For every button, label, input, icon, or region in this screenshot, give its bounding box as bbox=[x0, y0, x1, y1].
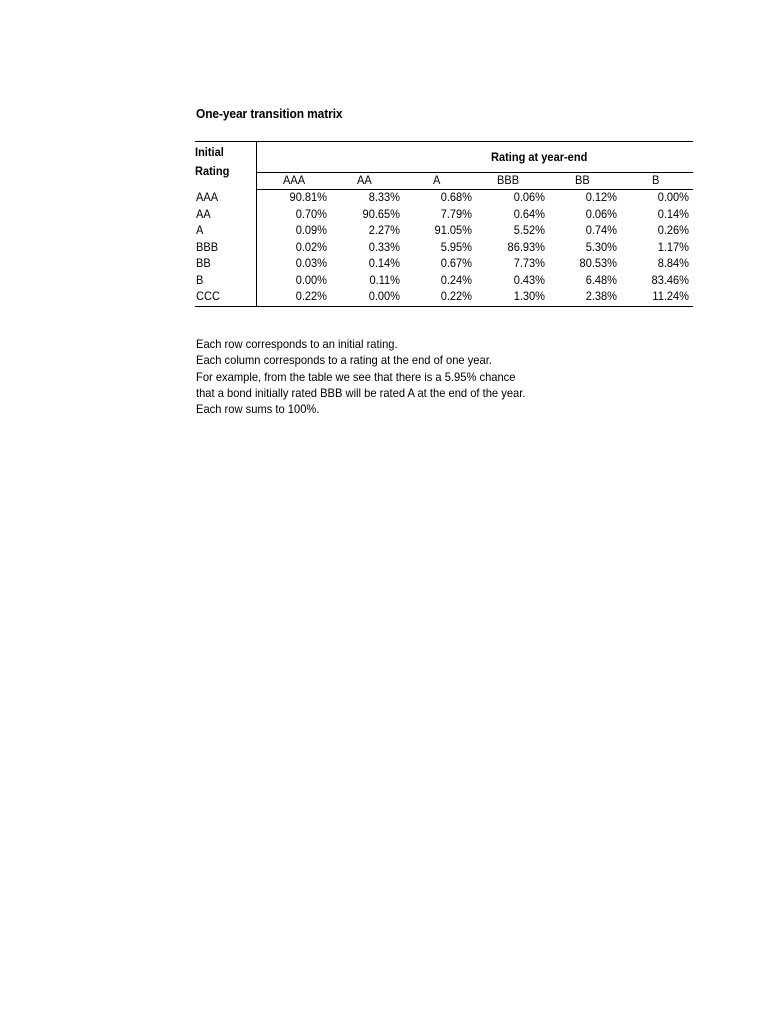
table-row bbox=[195, 256, 693, 272]
matrix-title: One-year transition matrix bbox=[196, 106, 343, 121]
table-cell: 83.46% bbox=[651, 272, 689, 287]
table-cell: 0.64% bbox=[513, 206, 545, 221]
year-end-header bbox=[257, 142, 693, 173]
table-cell: 0.00% bbox=[368, 289, 400, 303]
table-cell: 2.27% bbox=[368, 223, 400, 237]
matrix-body bbox=[195, 190, 693, 306]
table-cell: 5.95% bbox=[440, 239, 472, 254]
table-cell: 1.30% bbox=[513, 289, 545, 303]
table-row bbox=[195, 240, 693, 256]
note-line: For example, from the table we see that there is a 5.95% chance bbox=[196, 369, 516, 384]
table-cell: 90.65% bbox=[362, 206, 400, 221]
table-cell: 0.26% bbox=[657, 223, 689, 237]
table-cell: 8.84% bbox=[657, 256, 689, 270]
initial-rating-header-line-2: Rating bbox=[195, 164, 230, 178]
table-cell: 0.12% bbox=[585, 190, 617, 204]
initial-rating-header bbox=[195, 142, 247, 191]
column-header-b: B bbox=[652, 173, 660, 187]
table-cell: 0.02% bbox=[295, 239, 327, 254]
row-label-aaa: AAA bbox=[196, 190, 219, 204]
table-cell: 0.06% bbox=[585, 206, 617, 221]
table-cell: 0.14% bbox=[368, 256, 400, 270]
note-line: that a bond initially rated BBB will be rated A at the end of the year. bbox=[196, 385, 526, 400]
table-cell: 0.43% bbox=[513, 272, 545, 287]
table-cell: 5.30% bbox=[585, 239, 617, 254]
table-cell: 91.05% bbox=[434, 223, 472, 237]
table-cell: 7.79% bbox=[440, 206, 472, 221]
initial-rating-header-line-1: Initial bbox=[195, 145, 224, 159]
row-label-bbb: BBB bbox=[196, 239, 219, 254]
year-end-header-title: Rating at year-end bbox=[491, 150, 588, 164]
table-cell: 0.22% bbox=[295, 289, 327, 303]
table-cell: 0.67% bbox=[440, 256, 472, 270]
transition-matrix-table bbox=[195, 141, 693, 307]
note-line: Each column corresponds to a rating at the end of one year. bbox=[196, 353, 492, 368]
table-cell: 0.68% bbox=[440, 190, 472, 204]
table-cell: 0.11% bbox=[369, 272, 400, 287]
table-cell: 0.03% bbox=[295, 256, 327, 270]
table-cell: 0.06% bbox=[513, 190, 545, 204]
column-header-bbb: BBB bbox=[497, 173, 520, 187]
table-cell: 2.38% bbox=[585, 289, 617, 303]
table-row bbox=[195, 207, 693, 223]
row-label-ccc: CCC bbox=[196, 289, 220, 303]
column-header-a: A bbox=[433, 173, 441, 187]
table-cell: 0.24% bbox=[440, 272, 472, 287]
table-cell: 0.00% bbox=[657, 190, 689, 204]
table-cell: 0.33% bbox=[368, 239, 400, 254]
table-row bbox=[195, 223, 693, 239]
table-row bbox=[195, 273, 693, 289]
table-cell: 0.09% bbox=[295, 223, 327, 237]
table-cell: 0.14% bbox=[657, 206, 689, 221]
row-label-b: B bbox=[196, 272, 204, 287]
table-cell: 80.53% bbox=[579, 256, 617, 270]
column-header-row bbox=[257, 173, 693, 190]
table-cell: 8.33% bbox=[368, 190, 400, 204]
table-cell: 0.74% bbox=[585, 223, 617, 237]
table-cell: 0.70% bbox=[295, 206, 327, 221]
row-label-aa: AA bbox=[196, 206, 211, 221]
column-header-bb: BB bbox=[575, 173, 590, 187]
table-cell: 5.52% bbox=[513, 223, 545, 237]
row-label-bb: BB bbox=[196, 256, 211, 270]
table-cell: 0.00% bbox=[295, 272, 327, 287]
table-row bbox=[195, 289, 693, 305]
table-cell: 86.93% bbox=[507, 239, 545, 254]
table-cell: 7.73% bbox=[513, 256, 545, 270]
table-cell: 1.17% bbox=[657, 239, 689, 254]
table-cell: 6.48% bbox=[585, 272, 617, 287]
row-label-a: A bbox=[196, 223, 204, 237]
note-line: Each row sums to 100%. bbox=[196, 402, 320, 417]
table-cell: 0.22% bbox=[440, 289, 472, 303]
column-header-aa: AA bbox=[357, 173, 372, 187]
column-header-aaa: AAA bbox=[283, 173, 306, 187]
explanation-notes bbox=[196, 336, 587, 417]
table-cell: 90.81% bbox=[289, 190, 327, 204]
table-row bbox=[195, 190, 693, 206]
table-cell: 11.24% bbox=[652, 289, 689, 303]
note-line: Each row corresponds to an initial rating. bbox=[196, 337, 398, 351]
